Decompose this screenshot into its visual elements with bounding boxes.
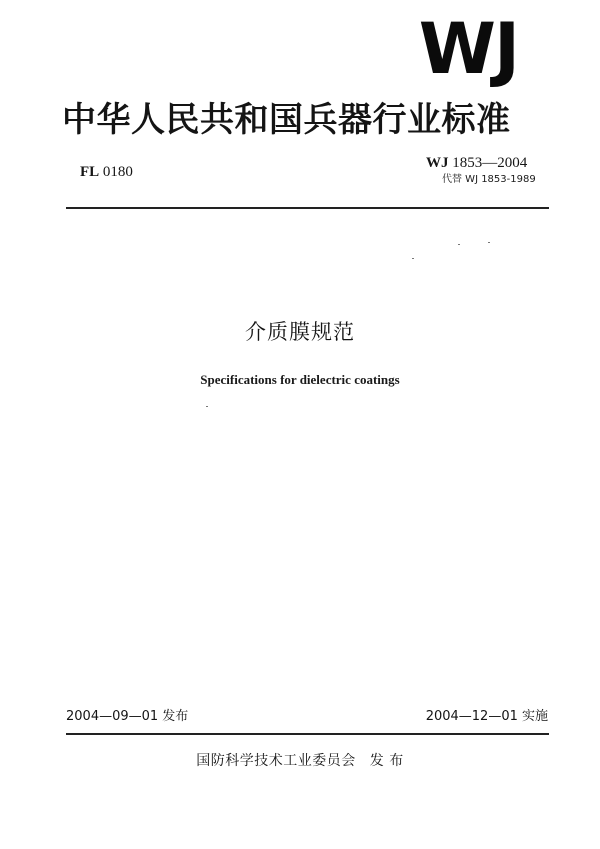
scan-speck	[412, 258, 414, 259]
document-title-en: Specifications for dielectric coatings	[200, 372, 400, 387]
footer-divider	[66, 733, 549, 735]
standard-number	[426, 154, 527, 172]
wj-logo: WJ	[418, 8, 518, 90]
implementation-date: 2004—12—01 实施	[425, 709, 548, 724]
standard-number-value: 1853—2004	[452, 155, 528, 171]
header-divider	[66, 207, 549, 209]
scan-speck	[206, 406, 208, 407]
replaces-note: 代替 WJ 1853-1989	[442, 174, 536, 185]
classification-code	[80, 163, 133, 181]
document-title-cn: 介质膜规范	[245, 320, 355, 344]
issuer-line	[0, 751, 600, 771]
issuer-name: 国防科学技术工业委员会	[196, 753, 356, 769]
classification-number: 0180	[102, 164, 133, 180]
classification-prefix: FL	[80, 164, 100, 180]
scan-speck	[488, 242, 490, 243]
scan-speck	[458, 244, 460, 245]
standard-type-title: 中华人民共和国兵器行业标准	[62, 100, 511, 140]
issue-date: 2004—09—01 发布	[66, 709, 189, 724]
issuer-action: 发 布	[369, 753, 404, 769]
standard-number-prefix: WJ	[426, 155, 449, 171]
